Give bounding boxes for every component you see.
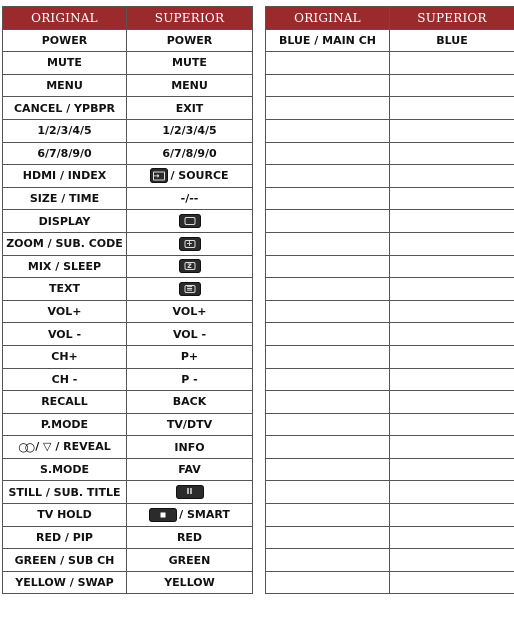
superior-cell [127, 210, 253, 233]
original-cell [266, 187, 390, 210]
table-row [266, 210, 514, 233]
table-header-row [266, 7, 514, 30]
superior-label: / SOURCE [170, 168, 229, 182]
superior-cell [390, 255, 514, 278]
superior-cell: BACK [127, 391, 253, 414]
table-row [3, 391, 253, 414]
superior-cell: YELLOW [127, 571, 253, 594]
stop-button-icon [149, 508, 177, 522]
original-cell [266, 436, 390, 459]
superior-cell [390, 413, 514, 436]
superior-cell [390, 142, 514, 165]
original-cell [266, 345, 390, 368]
original-cell: ZOOM / SUB. CODE [3, 232, 127, 255]
original-cell [3, 436, 127, 459]
superior-cell [390, 52, 514, 75]
original-label: / ▽ / REVEAL [35, 440, 111, 454]
original-cell [266, 52, 390, 75]
table-row [3, 278, 253, 301]
table-row [3, 504, 253, 527]
original-cell [266, 571, 390, 594]
original-cell: RED / PIP [3, 526, 127, 549]
original-cell: CH+ [3, 345, 127, 368]
original-cell: MENU [3, 74, 127, 97]
original-cell [266, 165, 390, 188]
table-row [3, 74, 253, 97]
table-row [3, 481, 253, 504]
superior-cell [127, 255, 253, 278]
original-cell [266, 413, 390, 436]
superior-cell [390, 119, 514, 142]
original-cell [266, 368, 390, 391]
column-header-superior: SUPERIOR [127, 7, 253, 30]
superior-cell: P - [127, 368, 253, 391]
table-row [266, 142, 514, 165]
superior-cell [390, 74, 514, 97]
table-row [266, 119, 514, 142]
table-row [266, 29, 514, 52]
superior-cell [390, 504, 514, 527]
table-row [266, 345, 514, 368]
superior-cell: MENU [127, 74, 253, 97]
original-cell: HDMI / INDEX [3, 165, 127, 188]
table-row [266, 232, 514, 255]
table-row [3, 232, 253, 255]
superior-cell [390, 210, 514, 233]
original-cell [266, 526, 390, 549]
table-row [3, 323, 253, 346]
original-cell [266, 504, 390, 527]
superior-cell [127, 278, 253, 301]
original-cell: CH - [3, 368, 127, 391]
table-row [266, 504, 514, 527]
original-cell [266, 391, 390, 414]
original-cell: GREEN / SUB CH [3, 549, 127, 572]
superior-cell [127, 481, 253, 504]
table-row [3, 549, 253, 572]
superior-cell [390, 278, 514, 301]
table-row [3, 255, 253, 278]
original-cell: P.MODE [3, 413, 127, 436]
original-cell: MUTE [3, 52, 127, 75]
table-row [3, 526, 253, 549]
original-cell [266, 549, 390, 572]
superior-cell: FAV [127, 458, 253, 481]
double-circle-icon: ○○ [18, 440, 32, 455]
superior-cell [390, 391, 514, 414]
superior-cell: VOL - [127, 323, 253, 346]
superior-cell [390, 436, 514, 459]
table-row [266, 481, 514, 504]
superior-cell [390, 187, 514, 210]
original-cell: SIZE / TIME [3, 187, 127, 210]
table-row [266, 165, 514, 188]
original-cell [266, 74, 390, 97]
original-cell: DISPLAY [3, 210, 127, 233]
original-cell: TEXT [3, 278, 127, 301]
table-row [3, 345, 253, 368]
original-cell [266, 255, 390, 278]
original-cell [266, 232, 390, 255]
input-source-icon: → [150, 168, 168, 183]
original-cell: VOL - [3, 323, 127, 346]
original-cell: YELLOW / SWAP [3, 571, 127, 594]
superior-cell: EXIT [127, 97, 253, 120]
original-cell [266, 323, 390, 346]
original-cell: STILL / SUB. TITLE [3, 481, 127, 504]
original-cell: MIX / SLEEP [3, 255, 127, 278]
superior-cell: 1/2/3/4/5 [127, 119, 253, 142]
original-cell: CANCEL / YPBPR [3, 97, 127, 120]
superior-cell [390, 481, 514, 504]
column-header-original: ORIGINAL [3, 7, 127, 30]
superior-cell [390, 526, 514, 549]
superior-cell [390, 97, 514, 120]
column-header-original: ORIGINAL [266, 7, 390, 30]
original-cell [266, 481, 390, 504]
superior-cell [127, 232, 253, 255]
original-cell: 1/2/3/4/5 [3, 119, 127, 142]
superior-cell: TV/DTV [127, 413, 253, 436]
table-row [266, 368, 514, 391]
superior-cell: GREEN [127, 549, 253, 572]
table-row [3, 142, 253, 165]
table-row [3, 52, 253, 75]
original-cell: TV HOLD [3, 504, 127, 527]
table-row [3, 187, 253, 210]
table-row [266, 571, 514, 594]
display-button-icon [179, 214, 201, 228]
superior-cell: MUTE [127, 52, 253, 75]
table-row [266, 300, 514, 323]
zoom-button-icon: + [179, 237, 201, 251]
superior-cell [390, 549, 514, 572]
original-cell [266, 458, 390, 481]
table-header-row [3, 7, 253, 30]
table-row [266, 278, 514, 301]
table-row [266, 187, 514, 210]
superior-cell [390, 368, 514, 391]
superior-cell: BLUE [390, 29, 514, 52]
superior-cell: POWER [127, 29, 253, 52]
superior-cell [390, 323, 514, 346]
table-row [3, 300, 253, 323]
original-cell: BLUE / MAIN CH [266, 29, 390, 52]
superior-cell [390, 571, 514, 594]
table-row [3, 29, 253, 52]
table-row [266, 323, 514, 346]
superior-cell [127, 165, 253, 188]
superior-cell [390, 345, 514, 368]
superior-cell: RED [127, 526, 253, 549]
remote-mapping-table-right [265, 6, 514, 594]
original-cell [266, 97, 390, 120]
table-row [3, 436, 253, 459]
original-cell: VOL+ [3, 300, 127, 323]
superior-cell [390, 300, 514, 323]
table-row [3, 210, 253, 233]
teletext-button-icon: ≡ [179, 282, 201, 296]
table-row [266, 549, 514, 572]
table-row [266, 74, 514, 97]
original-cell [266, 119, 390, 142]
remote-mapping-table-left [2, 6, 253, 594]
original-cell: RECALL [3, 391, 127, 414]
superior-cell [390, 458, 514, 481]
table-row [3, 165, 253, 188]
superior-cell [390, 165, 514, 188]
original-cell [266, 278, 390, 301]
table-row [3, 458, 253, 481]
sleep-button-icon: z [179, 259, 201, 273]
superior-cell: INFO [127, 436, 253, 459]
superior-label: / SMART [179, 507, 230, 521]
table-row [266, 458, 514, 481]
table-row [3, 119, 253, 142]
table-row [266, 413, 514, 436]
table-row [3, 368, 253, 391]
original-cell [266, 142, 390, 165]
superior-cell: VOL+ [127, 300, 253, 323]
table-row [3, 571, 253, 594]
superior-cell: P+ [127, 345, 253, 368]
table-row [266, 391, 514, 414]
original-cell: POWER [3, 29, 127, 52]
table-row [266, 255, 514, 278]
table-row [266, 526, 514, 549]
table-row [3, 413, 253, 436]
superior-cell: 6/7/8/9/0 [127, 142, 253, 165]
pause-button-icon: II [176, 485, 204, 499]
original-cell: 6/7/8/9/0 [3, 142, 127, 165]
superior-cell [390, 232, 514, 255]
superior-cell [127, 504, 253, 527]
table-row [266, 436, 514, 459]
original-cell: S.MODE [3, 458, 127, 481]
table-row [266, 97, 514, 120]
column-header-superior: SUPERIOR [390, 7, 514, 30]
table-row [3, 97, 253, 120]
table-row [266, 52, 514, 75]
superior-cell: -/-- [127, 187, 253, 210]
original-cell [266, 300, 390, 323]
original-cell [266, 210, 390, 233]
